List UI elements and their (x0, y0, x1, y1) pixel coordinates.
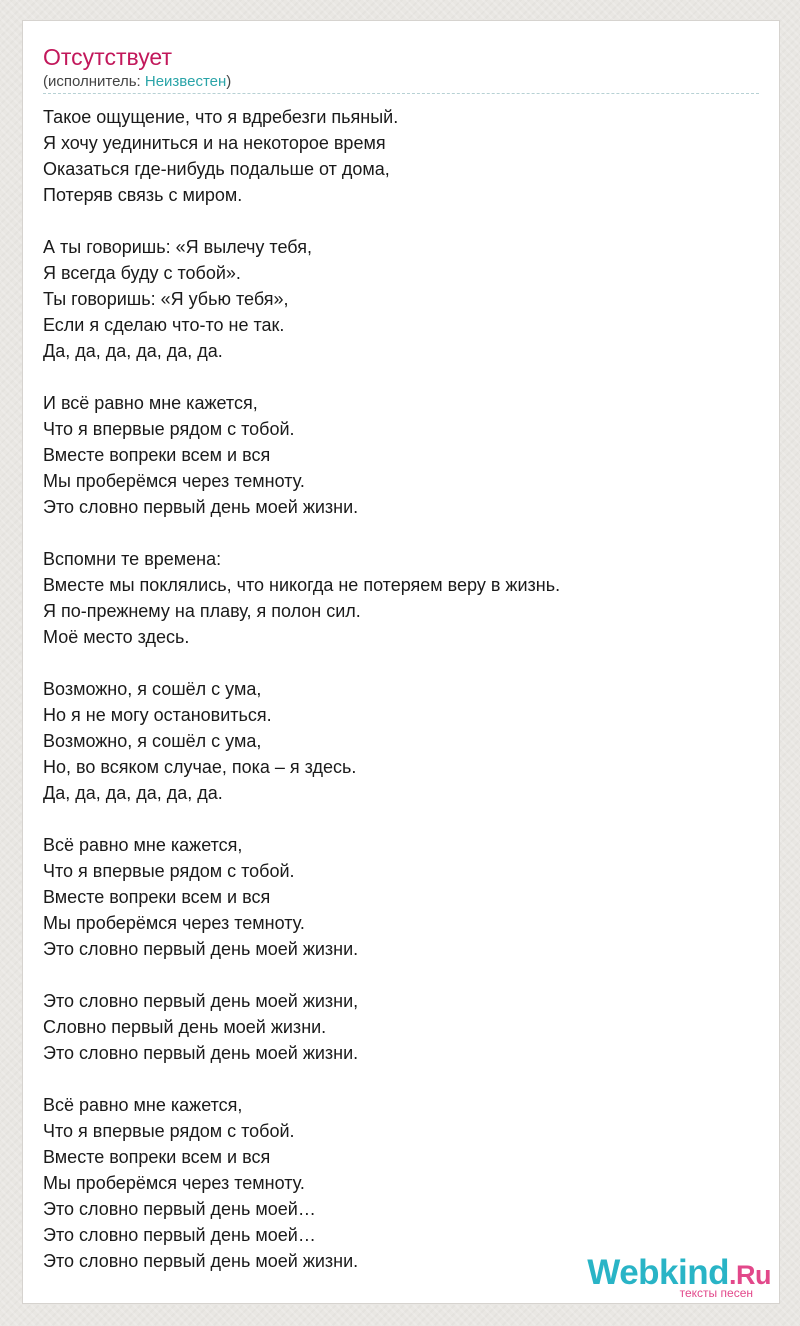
lyric-line: Что я впервые рядом с тобой. (43, 1121, 295, 1141)
webkind-watermark (587, 1255, 771, 1299)
webkind-logo (587, 1255, 771, 1290)
lyrics-stanza (43, 234, 759, 364)
artist-line (43, 73, 231, 91)
header-divider (43, 93, 759, 94)
lyrics-page (22, 20, 780, 1304)
lyric-line: Возможно, я сошёл с ума, (43, 731, 262, 751)
lyric-line: Если я сделаю что-то не так. (43, 315, 285, 335)
lyric-line: Это словно первый день моей… (43, 1199, 316, 1219)
lyric-line: Это словно первый день моей жизни. (43, 497, 359, 517)
lyric-line: Всё равно мне кажется, (43, 835, 243, 855)
lyric-line: Я хочу уединиться и на некоторое время (43, 133, 386, 153)
lyric-line: Мы проберёмся через темноту. (43, 471, 305, 491)
lyric-line: Это словно первый день моей жизни. (43, 1043, 359, 1063)
artist-suffix: ) (226, 73, 232, 90)
lyric-line: Вместе вопреки всем и вся (43, 445, 271, 465)
artist-link[interactable]: Неизвестен (144, 73, 227, 90)
lyric-line: Мы проберёмся через темноту. (43, 1173, 305, 1193)
lyric-line: Я по-прежнему на плаву, я полон сил. (43, 601, 361, 621)
lyrics-stanza (43, 390, 759, 520)
lyric-line: И всё равно мне кажется, (43, 393, 258, 413)
lyric-line: Оказаться где-нибудь подальше от дома, (43, 159, 390, 179)
lyrics-stanza (43, 1092, 759, 1274)
lyric-line: Моё место здесь. (43, 627, 190, 647)
lyric-line: Вместе вопреки всем и вся (43, 887, 271, 907)
lyric-line: Вспомни те времена: (43, 549, 222, 569)
artist-prefix: (исполнитель: (43, 73, 145, 90)
lyric-line: Ты говоришь: «Я убью тебя», (43, 289, 289, 309)
lyric-line: Всё равно мне кажется, (43, 1095, 243, 1115)
lyric-line: Да, да, да, да, да, да. (43, 783, 223, 803)
lyric-line: Это словно первый день моей жизни. (43, 1251, 359, 1271)
lyrics-stanza (43, 676, 759, 806)
lyric-line: Это словно первый день моей жизни, (43, 991, 359, 1011)
lyric-line: Вместе вопреки всем и вся (43, 1147, 271, 1167)
lyric-line: Мы проберёмся через темноту. (43, 913, 305, 933)
lyric-line: Что я впервые рядом с тобой. (43, 419, 295, 439)
lyric-line: Но я не могу остановиться. (43, 705, 272, 725)
logo-tld: .Ru (729, 1260, 771, 1290)
lyric-line: Я всегда буду с тобой». (43, 263, 241, 283)
lyric-line: А ты говоришь: «Я вылечу тебя, (43, 237, 312, 257)
lyric-line: Но, во всяком случае, пока – я здесь. (43, 757, 357, 777)
lyric-line: Возможно, я сошёл с ума, (43, 679, 262, 699)
lyric-line: Это словно первый день моей… (43, 1225, 316, 1245)
lyrics-stanza (43, 988, 759, 1066)
lyric-line: Вместе мы поклялись, что никогда не потеряем веру в жизнь. (43, 575, 561, 595)
lyric-line: Да, да, да, да, да, да. (43, 341, 223, 361)
lyric-line: Что я впервые рядом с тобой. (43, 861, 295, 881)
lyrics-text (43, 104, 759, 1300)
lyrics-stanza (43, 104, 759, 208)
lyric-line: Словно первый день моей жизни. (43, 1017, 327, 1037)
lyrics-stanza (43, 832, 759, 962)
logo-tagline: тексты песен (679, 1286, 753, 1300)
lyric-line: Это словно первый день моей жизни. (43, 939, 359, 959)
logo-brand: Webkind (587, 1253, 729, 1292)
song-title: Отсутствует (43, 44, 172, 70)
lyric-line: Такое ощущение, что я вдребезги пьяный. (43, 107, 399, 127)
lyric-line: Потеряв связь с миром. (43, 185, 243, 205)
lyrics-stanza (43, 546, 759, 650)
